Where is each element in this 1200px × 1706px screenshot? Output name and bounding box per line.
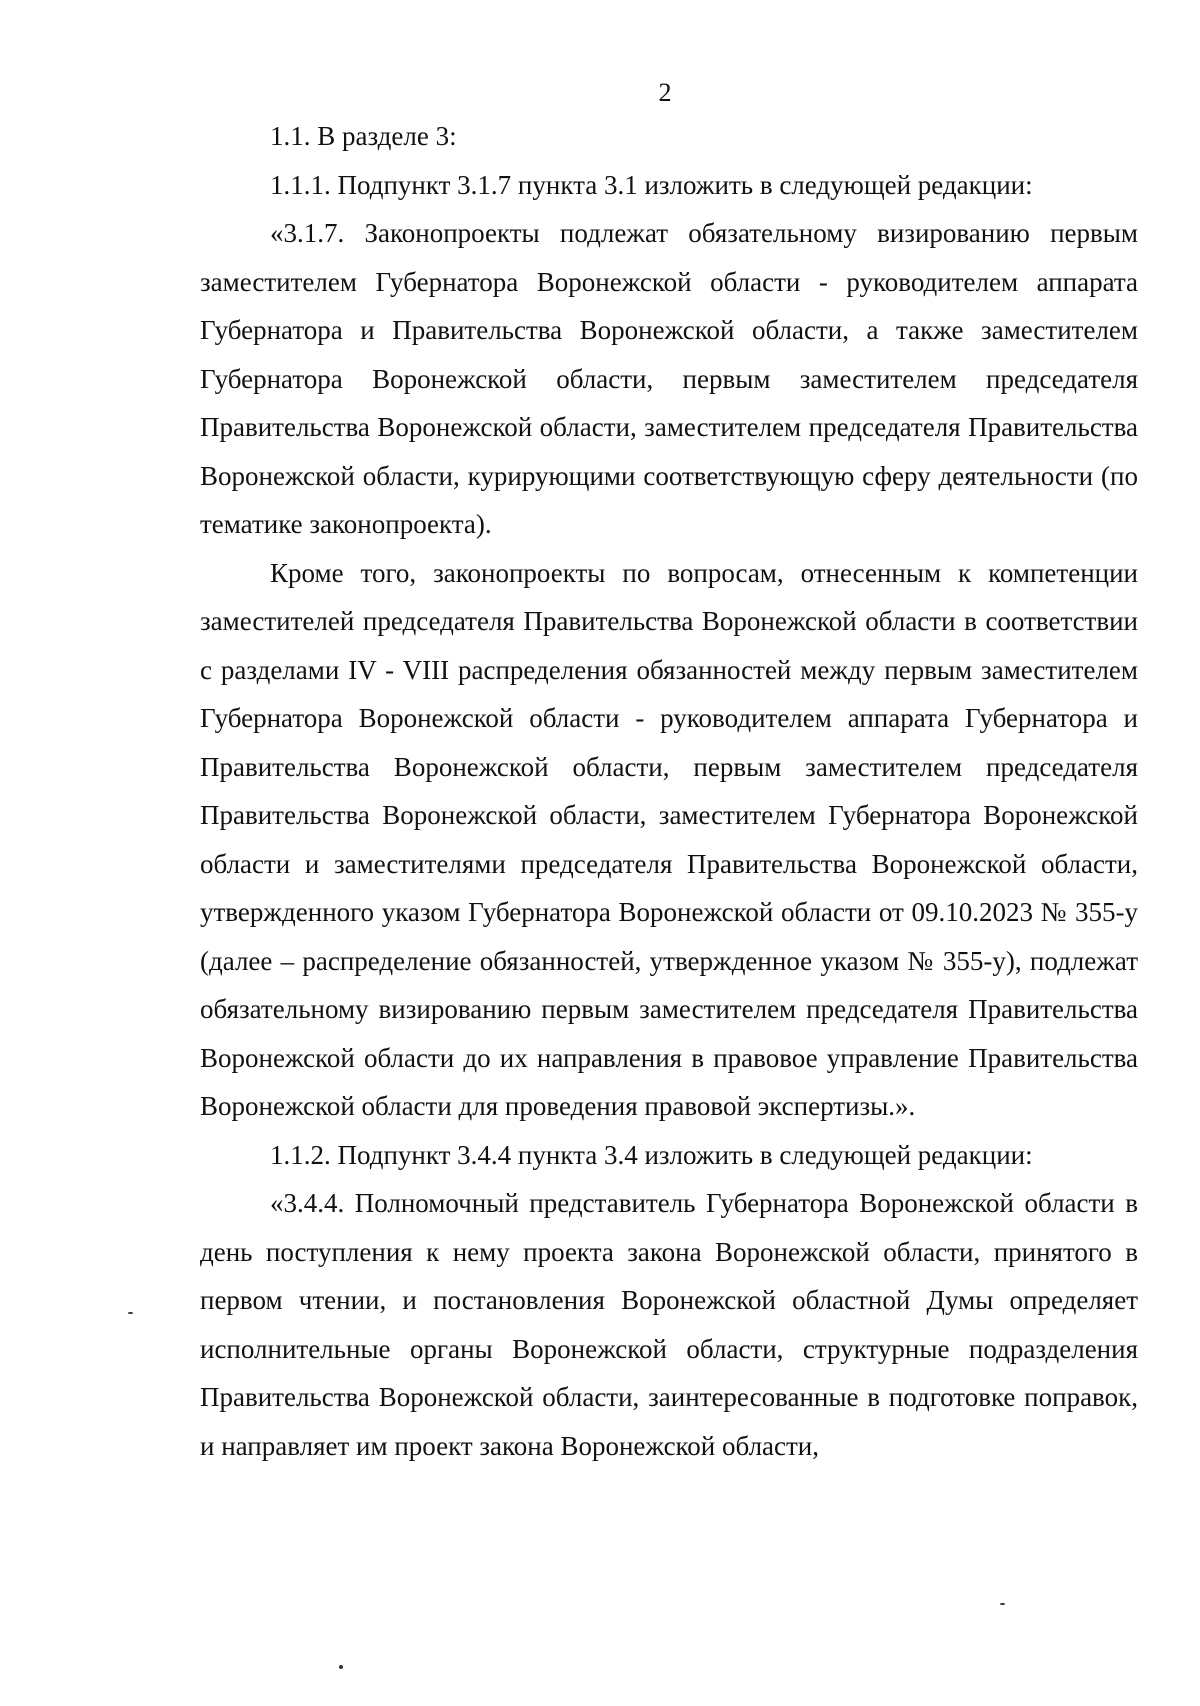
paragraph-3-1-7: «3.1.7. Законопроекты подлежат обязательному визированию первым заместителем Губернатора Воронежской области - руководителем аппарата Губернатора и Правительства Воронежской области, а также заместителем Губернатора Воронежской области, первым заместителем председателя Правительства Воронежской области, заместителем председателя Правительства Воронежской области, курирующими соответствующую сферу деятельности (по тематике законопроекта).	[200, 218, 1138, 539]
paragraph-item-1-1-1: 1.1.1. Подпункт 3.1.7 пункта 3.1 изложить в следующей редакции:	[270, 169, 1033, 200]
paragraph-3-4-4: «3.4.4. Полномочный представитель Губернатора Воронежской области в день поступления к нему проекта закона Воронежской области, принятого в первом чтении, и постановления Воронежской областной Думы определяет исполнительные органы Воронежской области, структурные подразделения Правительства Воронежской области, заинтересованные в подготовке поправок, и направляет им проект закона Воронежской области,	[200, 1188, 1138, 1461]
page-number: 2	[658, 78, 672, 107]
scan-speck	[128, 1312, 133, 1314]
scan-speck	[339, 1665, 343, 1669]
scan-speck	[1000, 1603, 1005, 1605]
paragraph-item-1-1-2: 1.1.2. Подпункт 3.4.4 пункта 3.4 изложить в следующей редакции:	[270, 1139, 1033, 1170]
paragraph-section-3: 1.1. В разделе 3:	[270, 121, 457, 151]
paragraph-additionally: Кроме того, законопроекты по вопросам, отнесенным к компетенции заместителей председателя Правительства Воронежской области в соответствии с разделами IV - VIII распределения обязанностей между первым заместителем Губернатора Воронежской области - руководителем аппарата Губернатора и Правительства Воронежской области, первым заместителем председателя Правительства Воронежской области, заместителем Губернатора Воронежской области и заместителями председателя Правительства Воронежской области, утвержденного указом Губернатора Воронежской области от 09.10.2023 № 355-у (далее – распределение обязанностей, утвержденное указом № 355-у), подлежат обязательному визированию первым заместителем председателя Правительства Воронежской области до их направления в правовое управление Правительства Воронежской области для проведения правовой экспертизы.».	[200, 557, 1138, 1121]
document-body	[200, 112, 1138, 1470]
